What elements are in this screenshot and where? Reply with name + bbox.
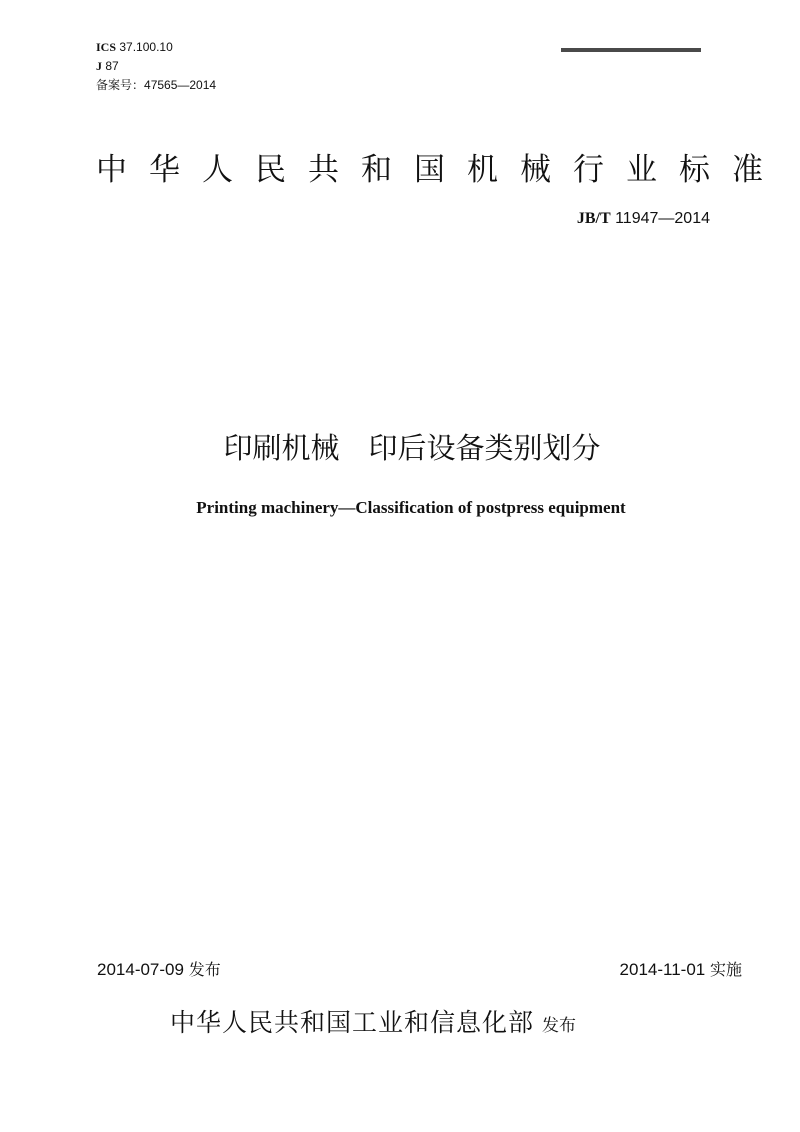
classification-code [96, 57, 216, 76]
document-title-chinese: 印刷机械 印后设备类别划分 [223, 431, 601, 465]
ics-label: ICS [96, 40, 117, 54]
ics-value: 37.100.10 [119, 40, 173, 54]
issuing-authority [170, 1003, 576, 1039]
implementation-date: 2014-11-01 [619, 960, 706, 979]
issue-label: 发布 [188, 960, 221, 979]
implementation-date-line [620, 957, 742, 980]
implementation-label: 实施 [709, 960, 742, 979]
ics-code [96, 38, 216, 57]
issuer-verb: 发布 [542, 1016, 577, 1036]
header-rule [561, 48, 701, 52]
standard-value: 11947—2014 [615, 210, 710, 227]
class-value: 87 [105, 59, 119, 73]
issue-date: 2014-07-09 [97, 960, 184, 979]
filing-label: 备案号： [96, 78, 145, 92]
class-label: J [96, 59, 102, 73]
standard-number [577, 210, 710, 228]
issuer-name: 中华人民共和国工业和信息化部 [170, 1008, 535, 1037]
organization-title: 中华人民共和国机械行业标准 [96, 152, 785, 188]
standard-prefix: JB/T [576, 210, 611, 227]
document-title-english: Printing machinery—Classification of postpress equipment [196, 498, 626, 517]
filing-number [96, 76, 216, 95]
filing-value: 47565—2014 [144, 78, 217, 92]
document-metadata [96, 38, 216, 95]
issue-date-line [97, 957, 221, 980]
